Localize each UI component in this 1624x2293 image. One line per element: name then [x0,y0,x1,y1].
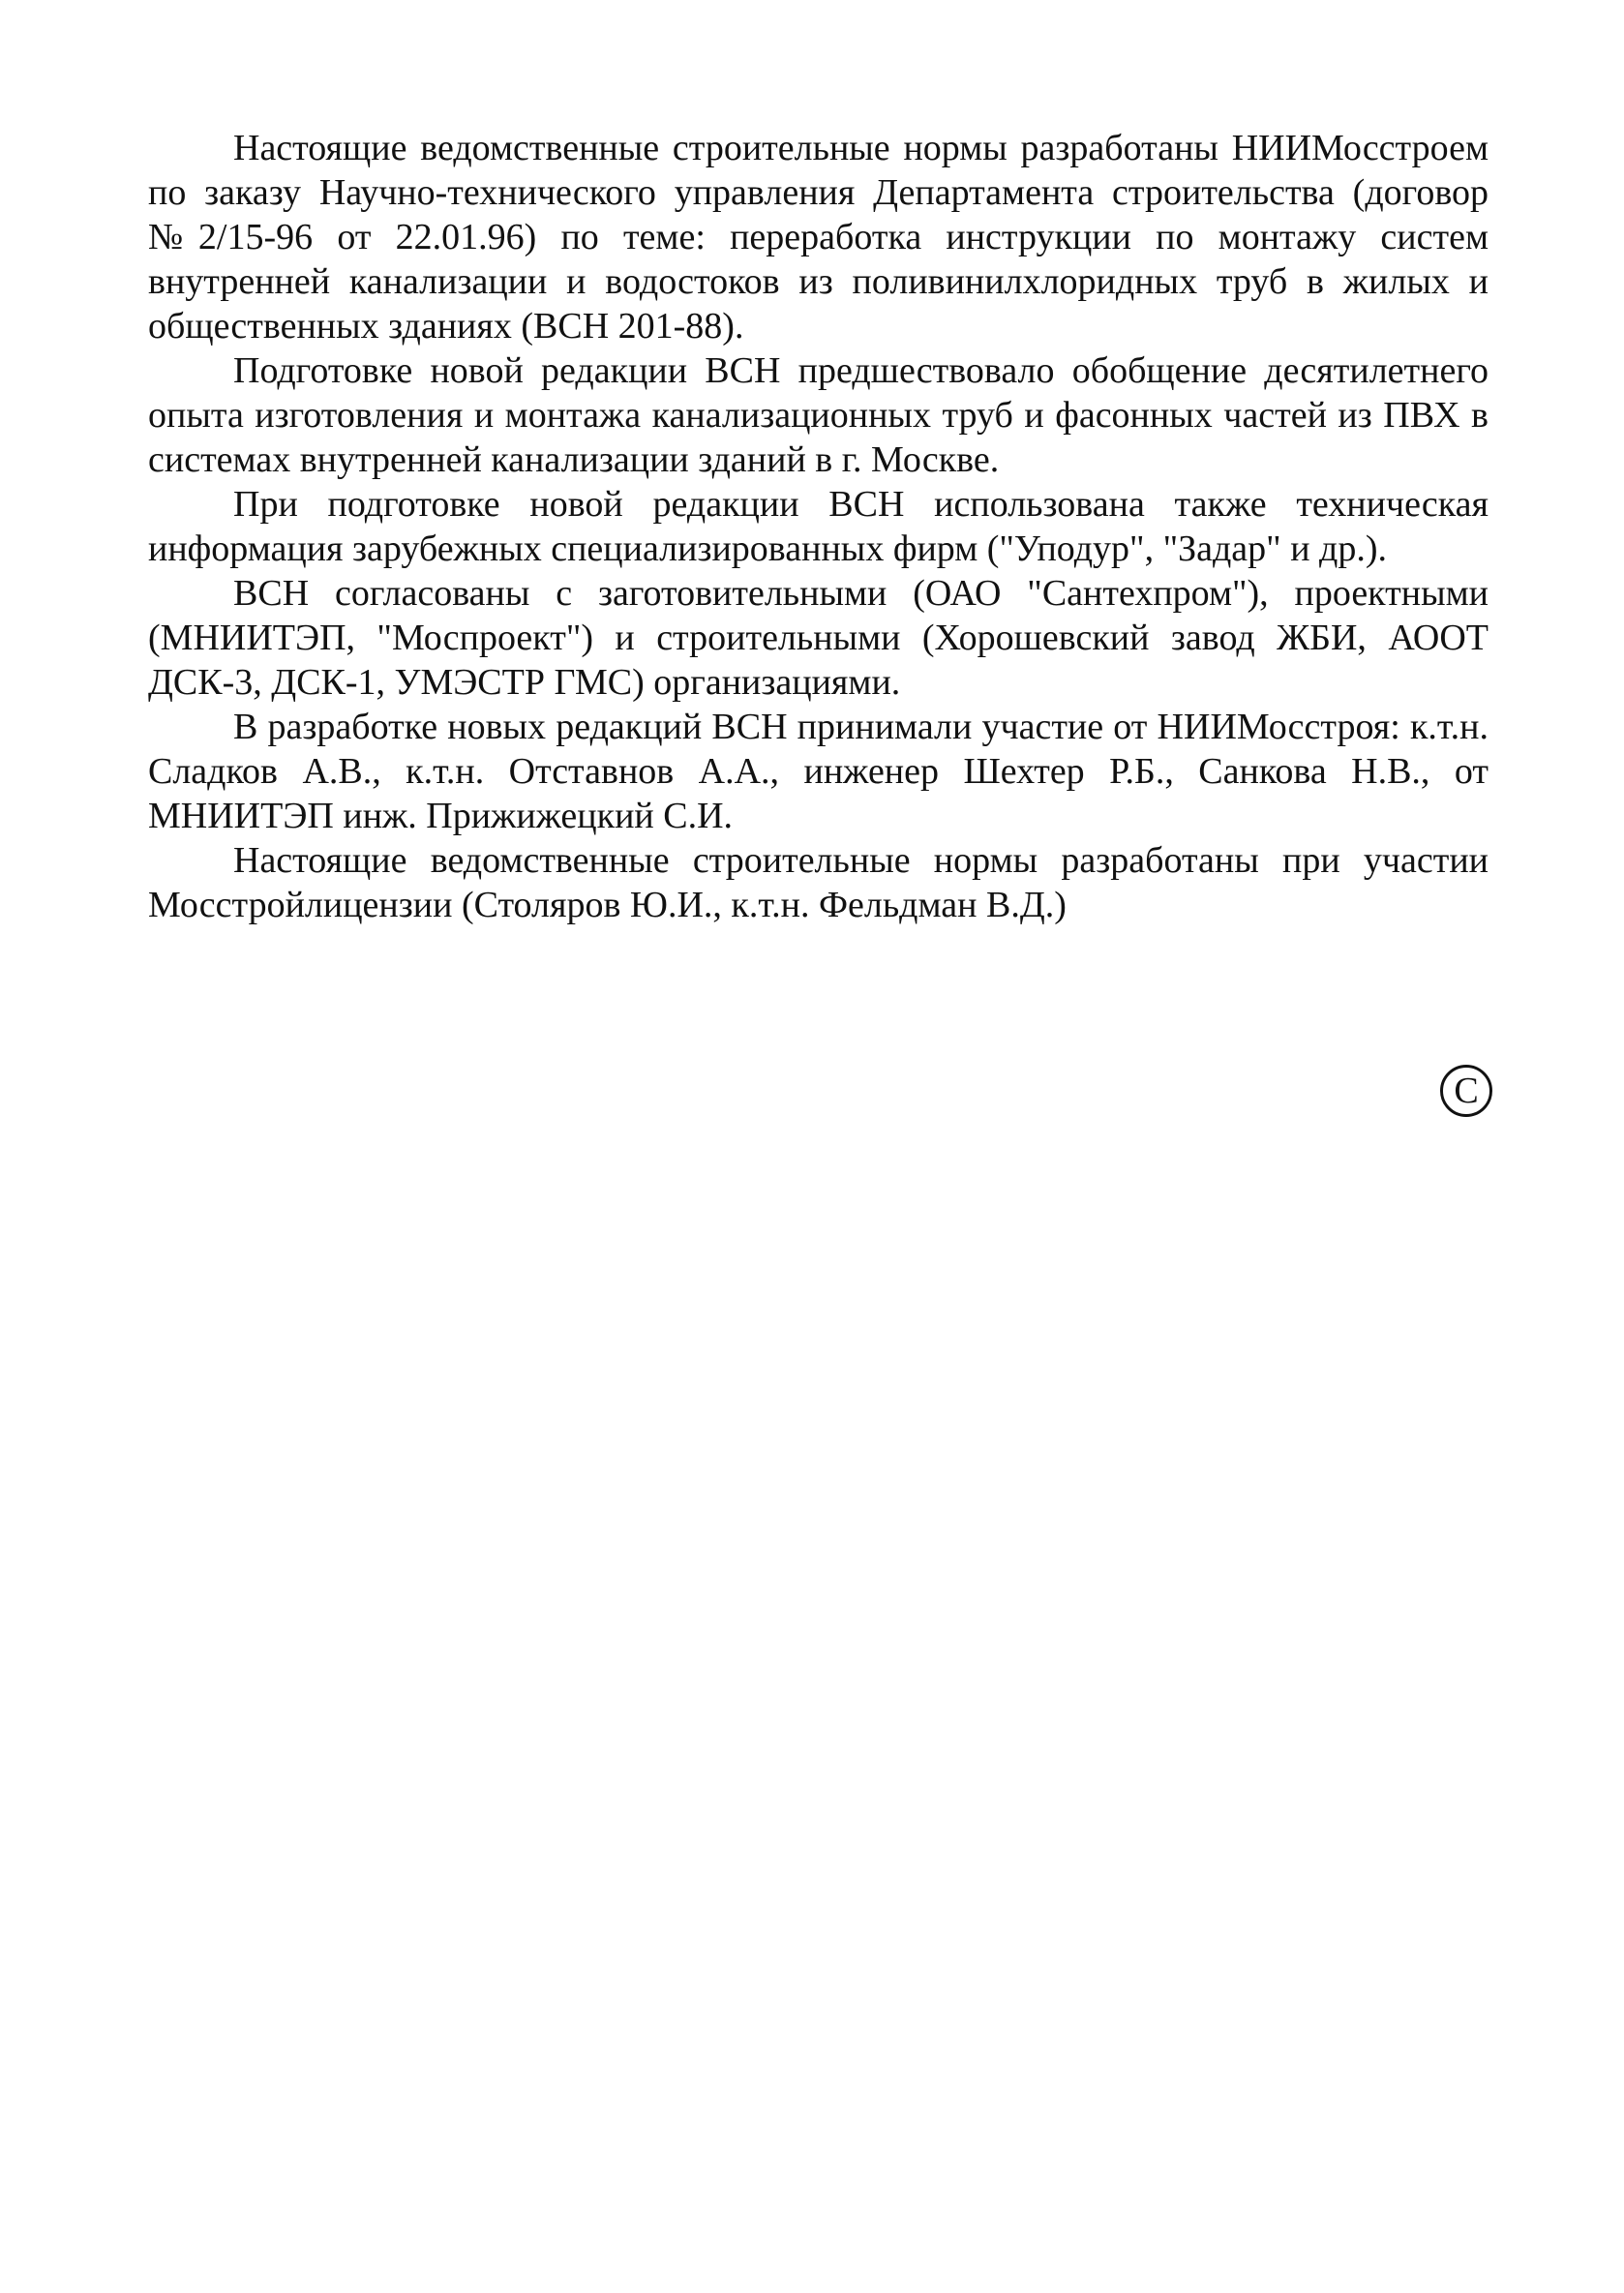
paragraph-approvals: ВСН согласованы с заготовительными (ОАО "Сантехпром"), проектными (МНИИТЭП, "Моспроект") и строительными (Хорошевский завод ЖБИ, АООТ ДСК-3, ДСК-1, УМЭСТР ГМС) организациями. [148,573,1489,703]
copyright-icon: C [1440,1065,1492,1117]
body-text [148,126,1489,927]
paragraph-development-basis: Настоящие ведомственные строительные нормы разработаны НИИМосстроем по заказу Научно-технического управления Департамента строительства (договор №2/15-96 от 22.01.96) по теме: переработка инструкции по монтажу систем внутренней канализации и водостоков из поливинилхлоридных труб в жилых и общественных зданиях (ВСН 201-88). [148,128,1489,347]
paragraph-experience: Подготовке новой редакции ВСН предшествовало обобщение десятилетнего опыта изготовления и монтажа канализационных труб и фасонных частей из ПВХ в системах внутренней канализации зданий в г. Москве. [148,350,1489,480]
paragraph-foreign-info: При подготовке новой редакции ВСН использована также техническая информация зарубежных специализированных фирм ("Уподур", "Задар" и др.). [148,484,1489,569]
paragraph-participation: Настоящие ведомственные строительные нормы разработаны при участии Мосстройлицензии (Столяров Ю.И., к.т.н. Фельдман В.Д.) [148,840,1489,925]
paragraph-authors: В разработке новых редакций ВСН принимали участие от НИИМосстроя: к.т.н. Сладков А.В., к.т.н. Отставнов А.А., инженер Шехтер Р.Б., Санкова Н.В., от МНИИТЭП инж. Прижижецкий С.И. [148,707,1489,836]
